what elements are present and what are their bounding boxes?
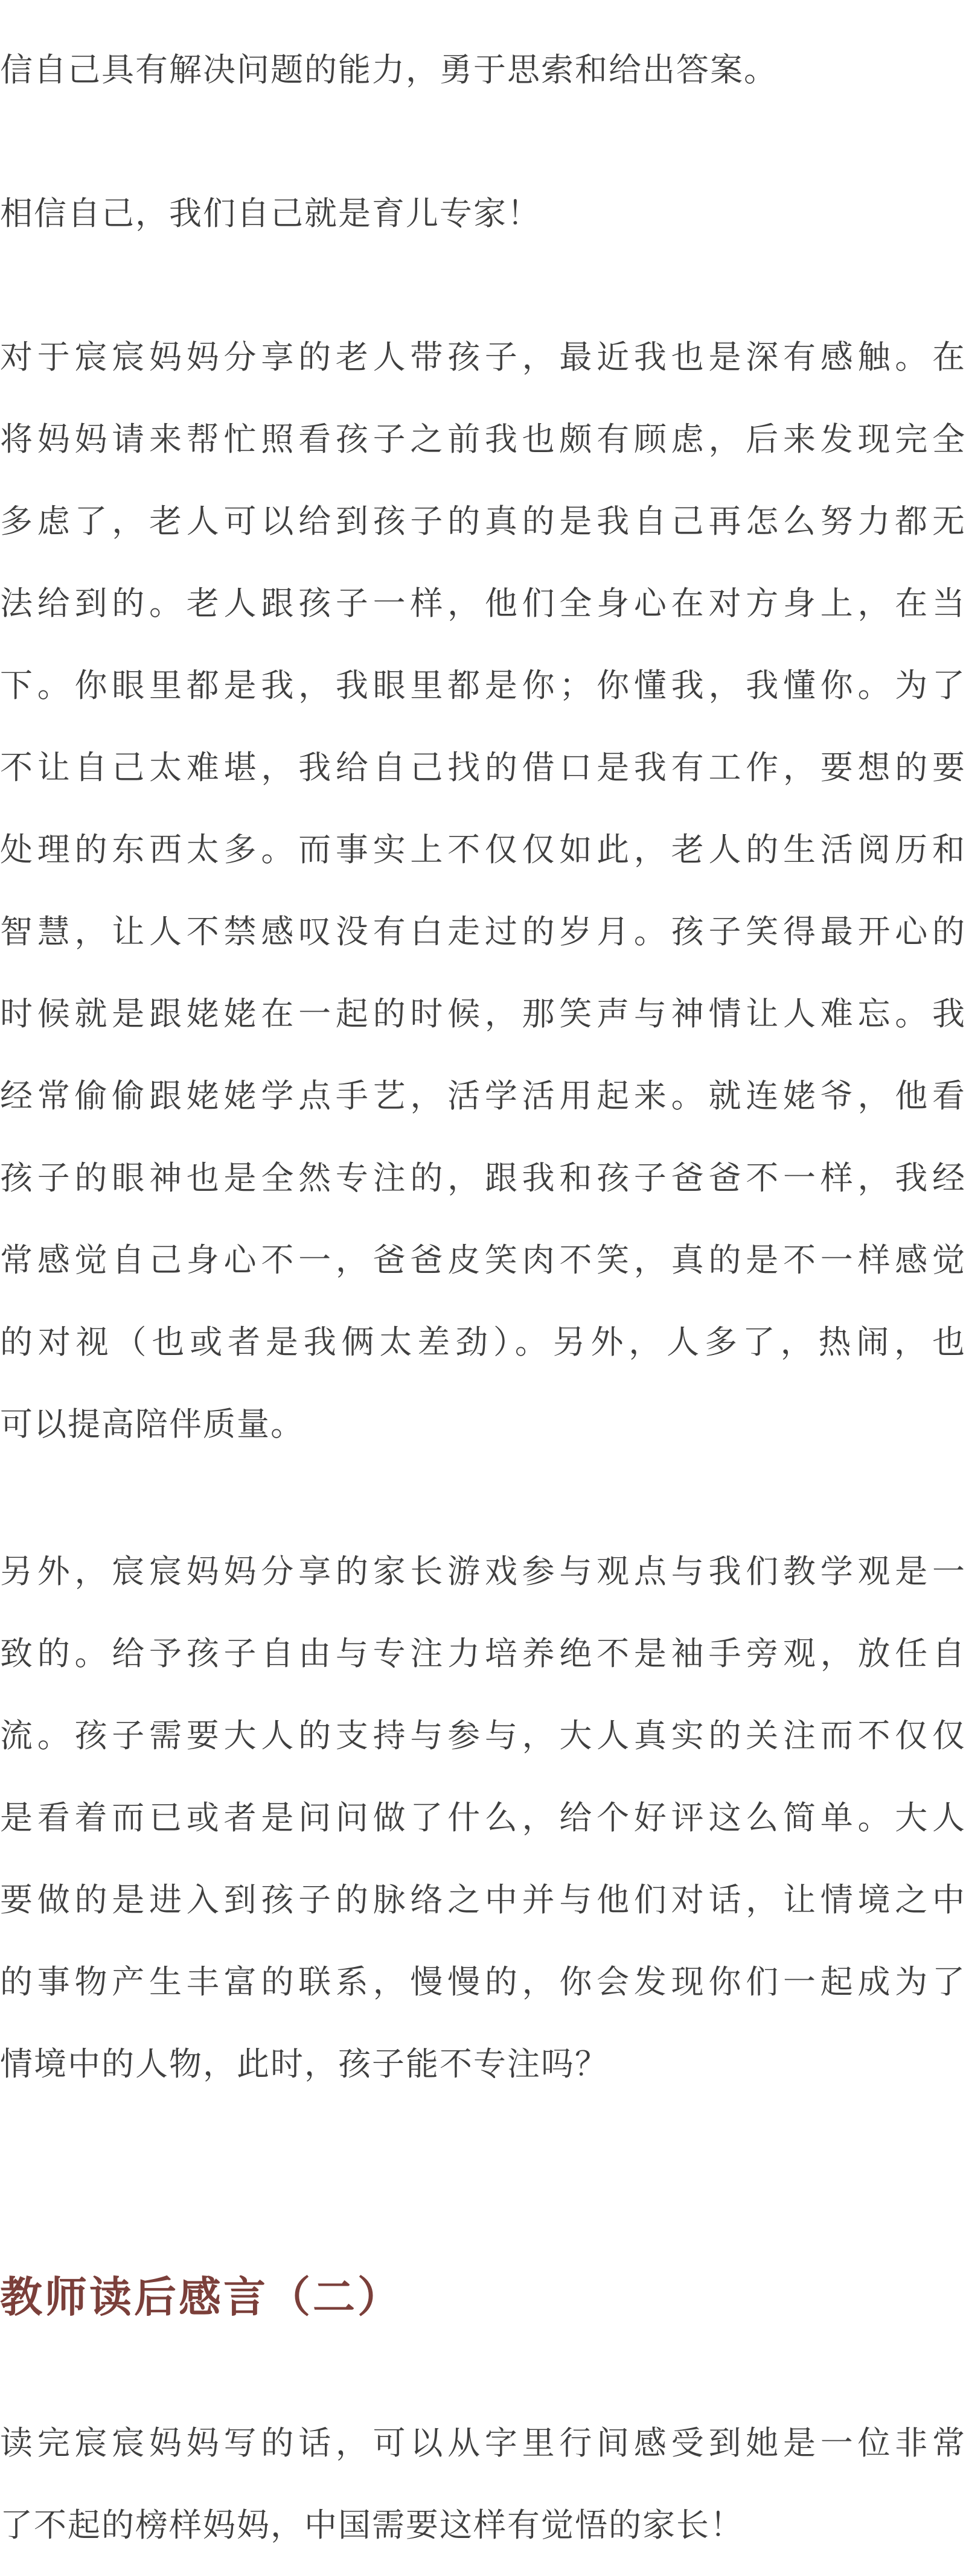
text-line: 经常偷偷跟姥姥学点手艺，活学活用起来。就连姥爷，他看 xyxy=(0,1077,966,1115)
text-line: 孩子的眼神也是全然专注的，跟我和孩子爸爸不一样，我经 xyxy=(0,1159,966,1197)
text-line: 另外，宸宸妈妈分享的家长游戏参与观点与我们教学观是一 xyxy=(0,1552,966,1590)
text-line: 信自己具有解决问题的能力，勇于思索和给出答案。 xyxy=(0,51,778,89)
paragraph-5 xyxy=(0,2402,966,2566)
text-line: 不让自己太难堪，我给自己找的借口是我有工作，要想的要 xyxy=(0,748,966,786)
text-line: 情境中的人物，此时，孩子能不专注吗？ xyxy=(0,2045,609,2083)
text-line: 要做的是进入到孩子的脉络之中并与他们对话，让情境之中 xyxy=(0,1881,966,1919)
text-line: 常感觉自己身心不一，爸爸皮笑肉不笑，真的是不一样感觉 xyxy=(0,1241,966,1279)
text-line: 读完宸宸妈妈写的话，可以从字里行间感受到她是一位非常 xyxy=(0,2424,966,2462)
text-line: 致的。给予孩子自由与专注力培养绝不是袖手旁观，放任自 xyxy=(0,1634,966,1672)
paragraph-2 xyxy=(0,173,966,255)
text-line: 的事物产生丰富的联系，慢慢的，你会发现你们一起成为了 xyxy=(0,1963,966,2001)
text-line: 的对视（也或者是我俩太差劲）。另外，人多了，热闹，也 xyxy=(0,1323,966,1361)
text-line: 智慧，让人不禁感叹没有白走过的岁月。孩子笑得最开心的 xyxy=(0,913,966,951)
section-title-text: 教师读后感言（二） xyxy=(0,2272,402,2322)
text-line: 时候就是跟姥姥在一起的时候，那笑声与神情让人难忘。我 xyxy=(0,995,966,1033)
paragraph-4 xyxy=(0,1531,966,2105)
text-line: 对于宸宸妈妈分享的老人带孩子，最近我也是深有感触。在 xyxy=(0,338,966,376)
paragraph-1 xyxy=(0,29,966,111)
text-line: 可以提高陪伴质量。 xyxy=(0,1405,304,1443)
text-line: 流。孩子需要大人的支持与参与，大人真实的关注而不仅仅 xyxy=(0,1717,966,1755)
text-line: 将妈妈请来帮忙照看孩子之前我也颇有顾虑，后来发现完全 xyxy=(0,420,966,458)
text-line: 是看着而已或者是问问做了什么，给个好评这么简单。大人 xyxy=(0,1799,966,1837)
text-line: 相信自己，我们自己就是育儿专家！ xyxy=(0,194,541,232)
text-line: 法给到的。老人跟孩子一样，他们全身心在对方身上，在当 xyxy=(0,584,966,622)
text-line: 了不起的榜样妈妈，中国需要这样有觉悟的家长！ xyxy=(0,2506,744,2544)
paragraph-3 xyxy=(0,316,966,1465)
text-line: 下。你眼里都是我，我眼里都是你；你懂我，我懂你。为了 xyxy=(0,666,966,704)
section-title xyxy=(0,2256,966,2338)
text-line: 处理的东西太多。而事实上不仅仅如此，老人的生活阅历和 xyxy=(0,831,966,869)
text-line: 多虑了，老人可以给到孩子的真的是我自己再怎么努力都无 xyxy=(0,502,966,540)
